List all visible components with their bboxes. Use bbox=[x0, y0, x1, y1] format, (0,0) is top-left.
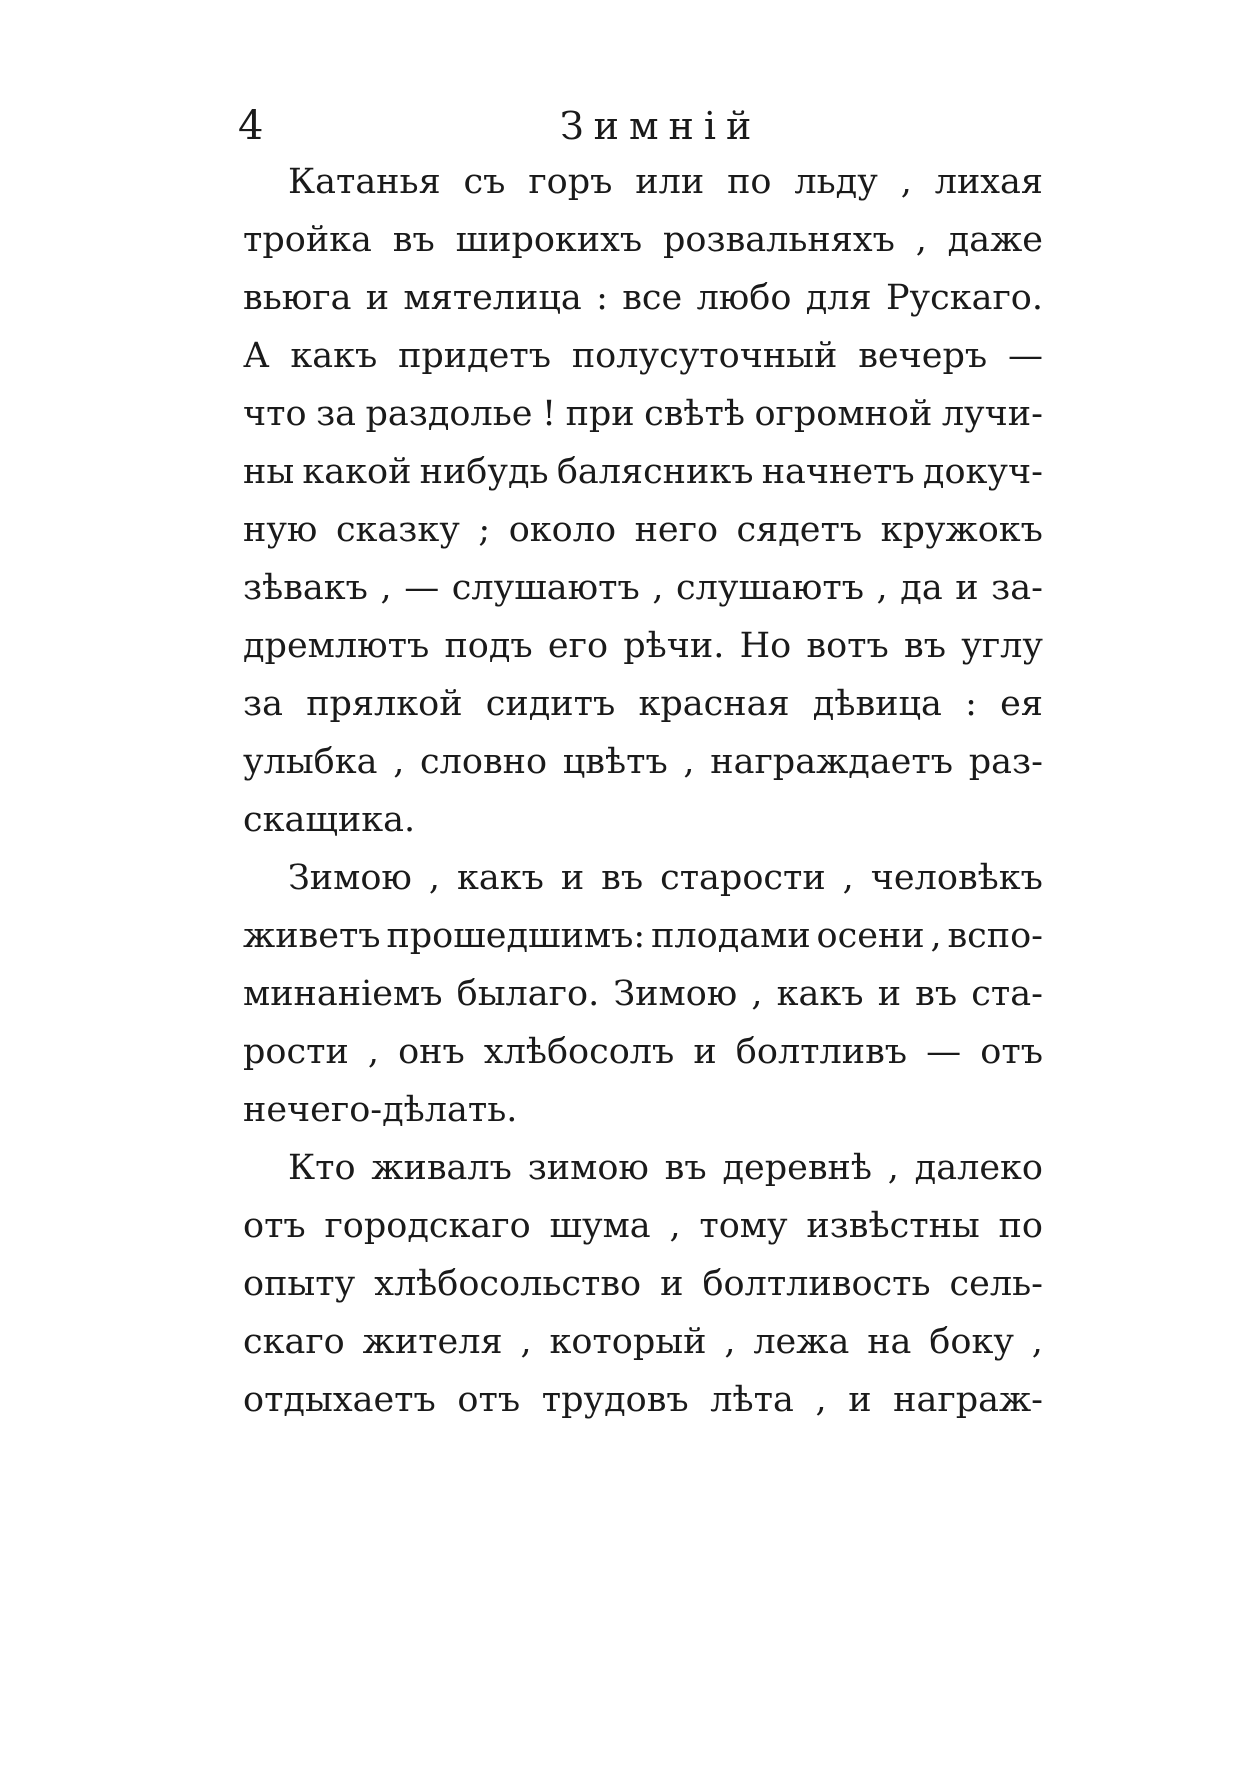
text-line: скаго жителя , который , лежа на боку , bbox=[243, 1322, 1043, 1362]
text-line: А какъ придетъ полусуточный вечеръ — bbox=[243, 336, 1043, 376]
text-line: скащика. bbox=[243, 800, 416, 840]
text-line: отъ городскаго шума , тому извѣстны по bbox=[243, 1206, 1043, 1246]
text-line: Кто живалъ зимою въ деревнѣ , далеко bbox=[288, 1148, 1043, 1188]
text-line: Зимою , какъ и въ старости , человѣкъ bbox=[288, 858, 1043, 898]
text-line: нечего-дѣлать. bbox=[243, 1090, 518, 1130]
page-number: 4 bbox=[238, 103, 264, 149]
text-line: минаніемъ былаго. Зимою , какъ и въ ста- bbox=[243, 974, 1043, 1014]
running-title: Зимній bbox=[560, 104, 762, 148]
text-line: зѣвакъ , — слушаютъ , слушаютъ , да и за- bbox=[243, 568, 1043, 608]
text-line: тройка въ широкихъ розвальняхъ , даже bbox=[243, 220, 1043, 260]
text-line: Катанья съ горъ или по льду , лихая bbox=[288, 162, 1043, 202]
text-line: рости , онъ хлѣбосолъ и болтливъ — отъ bbox=[243, 1032, 1043, 1072]
text-line: за прялкой сидитъ красная дѣвица : ея bbox=[243, 684, 1043, 724]
text-line: опыту хлѣбосольство и болтливость сель- bbox=[243, 1264, 1043, 1304]
text-line: ны какой нибудь балясникъ начнетъ докуч- bbox=[243, 452, 1043, 492]
text-line: ную сказку ; около него сядетъ кружокъ bbox=[243, 510, 1043, 550]
text-line: что за раздолье ! при свѣтѣ огромной лучи- bbox=[243, 394, 1043, 434]
text-line: отдыхаетъ отъ трудовъ лѣта , и награж- bbox=[243, 1380, 1043, 1420]
text-line: живетъ прошедшимъ: плодами осени , вспо- bbox=[243, 916, 1043, 956]
text-line: улыбка , словно цвѣтъ , награждаетъ раз- bbox=[243, 742, 1043, 782]
text-line: дремлютъ подъ его рѣчи. Но вотъ въ углу bbox=[243, 626, 1043, 666]
text-line: вьюга и мятелица : все любо для Рускаго. bbox=[243, 278, 1043, 318]
